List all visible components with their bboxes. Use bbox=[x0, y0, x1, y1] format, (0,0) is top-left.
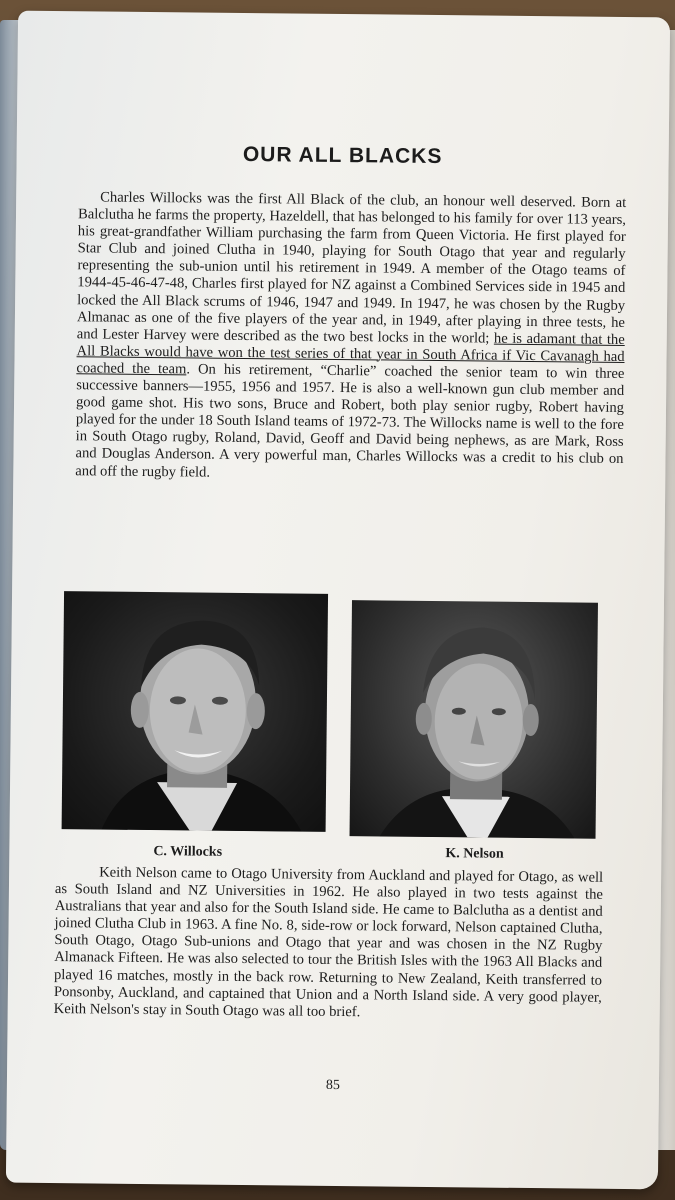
page-number: 85 bbox=[325, 1077, 340, 1094]
nelson-paragraph: Keith Nelson came to Otago University from Auckland and played for Otago, as well as South Island and NZ Universities in 1962. He also played in two tests against the Australians that year and also for the South Island side. He came to Balclutha as a dentist and joined Clutha Club in 1963. A fine No. 8, side-row or lock forward, Nelson captained Clutha, South Otago, Otago Sub-unions and Otago that year and was chosen in the NZ Rugby Almanack Fifteen. He was also selected to tour the British Isles with the 1963 All Blacks and played 16 matches, mostly in the back row. Returning to New Zealand, Keith transferred to Ponsonby, Auckland, and captained that Union and a North Island side. A very good player, Keith Nelson's stay in South Otago was all too brief. bbox=[53, 864, 604, 1021]
willocks-caption: C. Willocks bbox=[153, 844, 223, 860]
willocks-paragraph bbox=[75, 189, 626, 485]
nelson-caption: K. Nelson bbox=[445, 846, 504, 862]
willocks-text-part2: . On his retirement, “Charlie” coached the senior team to win three successive banners—1955, 1956 and 1957. He is also a well-known gun club member and good game shot. His two sons, Bruce and Robert, both play senior rugby, Robert having played for the under 18 South Island teams of 1972-73. The Willocks name is well to the fore in South Otago rugby, Roland, David, Geoff and David being nephews, as are Mark, Ross and Douglas Anderson. A very powerful man, Charles Willocks was a credit to his club on and off the rugby field. bbox=[75, 361, 625, 481]
willocks-portrait bbox=[62, 591, 328, 832]
book-page bbox=[6, 11, 670, 1190]
willocks-photo bbox=[62, 591, 328, 832]
nelson-portrait bbox=[350, 600, 598, 839]
nelson-photo bbox=[350, 600, 598, 839]
willocks-text-part1: Charles Willocks was the first All Black of the club, an honour well deserved. Born at Balclutha he farms the property, Hazeldell, that has belonged to his family for over 113 years, his great-grandfather William purchasing the farm from Queen Victoria. He first played for Star Club and joined Clutha in 1940, playing for South Otago that year and regularly representing the sub-union until his retirement in 1949. A member of the Otago teams of 1944-45-46-47-48, Charles first played for NZ against a Combined Services side in 1945 and locked the All Black scrums of 1946, 1947 and 1949. In 1947, he was chosen by the Rugby Almanac as one of the five players of the year and, in 1949, after playing in three tests, he and Lester Harvey were described as the two best locks in the world; bbox=[76, 189, 627, 347]
willocks-underlined-text: he is adamant that the All Blacks would have won the test series of that year in South Africa if Vic Cavanagh had coached the team bbox=[76, 330, 625, 378]
page-title: OUR ALL BLACKS bbox=[242, 142, 443, 169]
